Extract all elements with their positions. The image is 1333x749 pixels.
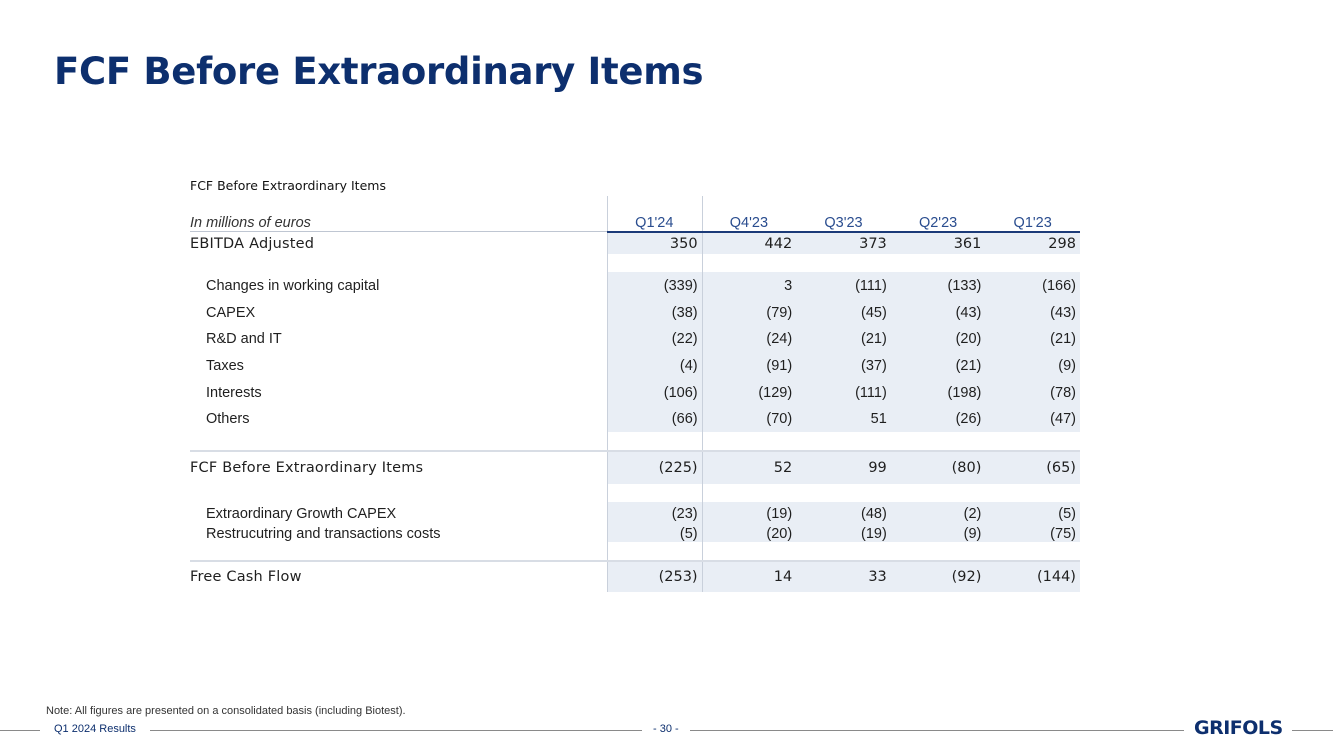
cell: (47) <box>1050 411 1076 427</box>
cell: (166) <box>1042 278 1076 294</box>
row-label: Interests <box>206 385 262 401</box>
cell: (111) <box>855 278 887 294</box>
table-row <box>190 382 1080 404</box>
cell: (5) <box>1058 506 1076 522</box>
table-row <box>190 328 1080 350</box>
cell: (2) <box>963 506 982 522</box>
cell: 33 <box>868 569 887 585</box>
cell: (43) <box>955 305 982 321</box>
table-title: FCF Before Extraordinary Items <box>190 178 386 193</box>
column-header: Q1'24 <box>635 215 674 231</box>
table-row <box>190 302 1080 324</box>
cell: (45) <box>860 305 887 321</box>
cell: (253) <box>658 569 698 585</box>
cell: (78) <box>1050 385 1076 401</box>
separator <box>190 560 1080 562</box>
cell: (79) <box>766 305 793 321</box>
footer-note: Note: All figures are presented on a consolidated basis (including Biotest). <box>46 705 406 717</box>
cell: (20) <box>955 331 982 347</box>
row-label: Others <box>206 411 250 427</box>
cell: (20) <box>766 526 793 542</box>
cell: (339) <box>663 278 698 294</box>
footer-rule <box>150 730 642 731</box>
cell: (225) <box>658 460 698 476</box>
cell: (129) <box>758 385 793 401</box>
table-row-fcf-before <box>190 457 1080 479</box>
cell: (144) <box>1036 569 1076 585</box>
table-row-free-cash-flow <box>190 566 1080 588</box>
table-row <box>190 503 1080 525</box>
cell: (80) <box>951 460 982 476</box>
unit-label: In millions of euros <box>190 215 311 231</box>
table-row <box>190 408 1080 430</box>
page-title: FCF Before Extraordinary Items <box>54 50 704 93</box>
cell: (4) <box>679 358 698 374</box>
cell: (19) <box>860 526 887 542</box>
cell: (70) <box>766 411 793 427</box>
cell: (22) <box>671 331 698 347</box>
column-header: Q1'23 <box>1013 215 1052 231</box>
cell: 14 <box>773 569 793 585</box>
footer-rule <box>690 730 1184 731</box>
cell: 350 <box>669 236 698 252</box>
row-label: Changes in working capital <box>206 278 380 294</box>
cell: (43) <box>1050 305 1076 321</box>
cell: (21) <box>1050 331 1076 347</box>
cell: 99 <box>868 460 887 476</box>
cell: 361 <box>953 236 982 252</box>
row-label: Free Cash Flow <box>190 569 302 585</box>
row-label: CAPEX <box>206 305 256 321</box>
grifols-logo: GRIFOLS <box>1194 717 1283 739</box>
table-row <box>190 523 1080 545</box>
row-label: Taxes <box>206 358 244 374</box>
row-label: EBITDA Adjusted <box>190 236 315 252</box>
cell: (91) <box>766 358 793 374</box>
cell: (5) <box>679 526 698 542</box>
cell: (24) <box>766 331 793 347</box>
column-header: Q2'23 <box>918 215 958 231</box>
cell: (19) <box>766 506 793 522</box>
cell: (106) <box>663 385 698 401</box>
cell: (38) <box>671 305 698 321</box>
cell: 52 <box>773 460 793 476</box>
cell: (65) <box>1046 460 1076 476</box>
cell: 3 <box>784 278 793 294</box>
page-number: - 30 - <box>653 723 679 735</box>
cell: (198) <box>947 385 982 401</box>
cell: (26) <box>955 411 982 427</box>
cell: (9) <box>1058 358 1076 374</box>
cell: (66) <box>671 411 698 427</box>
cell: (9) <box>963 526 982 542</box>
column-header: Q4'23 <box>729 215 769 231</box>
table-row-ebitda <box>190 233 1080 255</box>
footer-rule <box>0 730 40 731</box>
table-row <box>190 275 1080 297</box>
cell: (23) <box>671 506 698 522</box>
row-label: FCF Before Extraordinary Items <box>190 460 424 476</box>
cell: (92) <box>951 569 982 585</box>
cell: 442 <box>764 236 793 252</box>
cell: (48) <box>860 506 887 522</box>
footer-report-name: Q1 2024 Results <box>54 723 136 735</box>
cell: (37) <box>860 358 887 374</box>
row-label: Extraordinary Growth CAPEX <box>206 506 397 522</box>
cell: 51 <box>870 411 887 427</box>
footer-bar <box>0 723 1333 737</box>
separator <box>190 450 1080 452</box>
cell: (133) <box>947 278 982 294</box>
cell: (111) <box>855 385 887 401</box>
column-header: Q3'23 <box>824 215 863 231</box>
cell: (21) <box>955 358 982 374</box>
cell: 298 <box>1048 236 1076 252</box>
row-label: Restrucutring and transactions costs <box>206 526 441 542</box>
footer-rule <box>1292 730 1333 731</box>
table-row <box>190 355 1080 377</box>
cell: (75) <box>1050 526 1076 542</box>
cell: (21) <box>860 331 887 347</box>
row-label: R&D and IT <box>206 331 282 347</box>
cell: 373 <box>859 236 887 252</box>
